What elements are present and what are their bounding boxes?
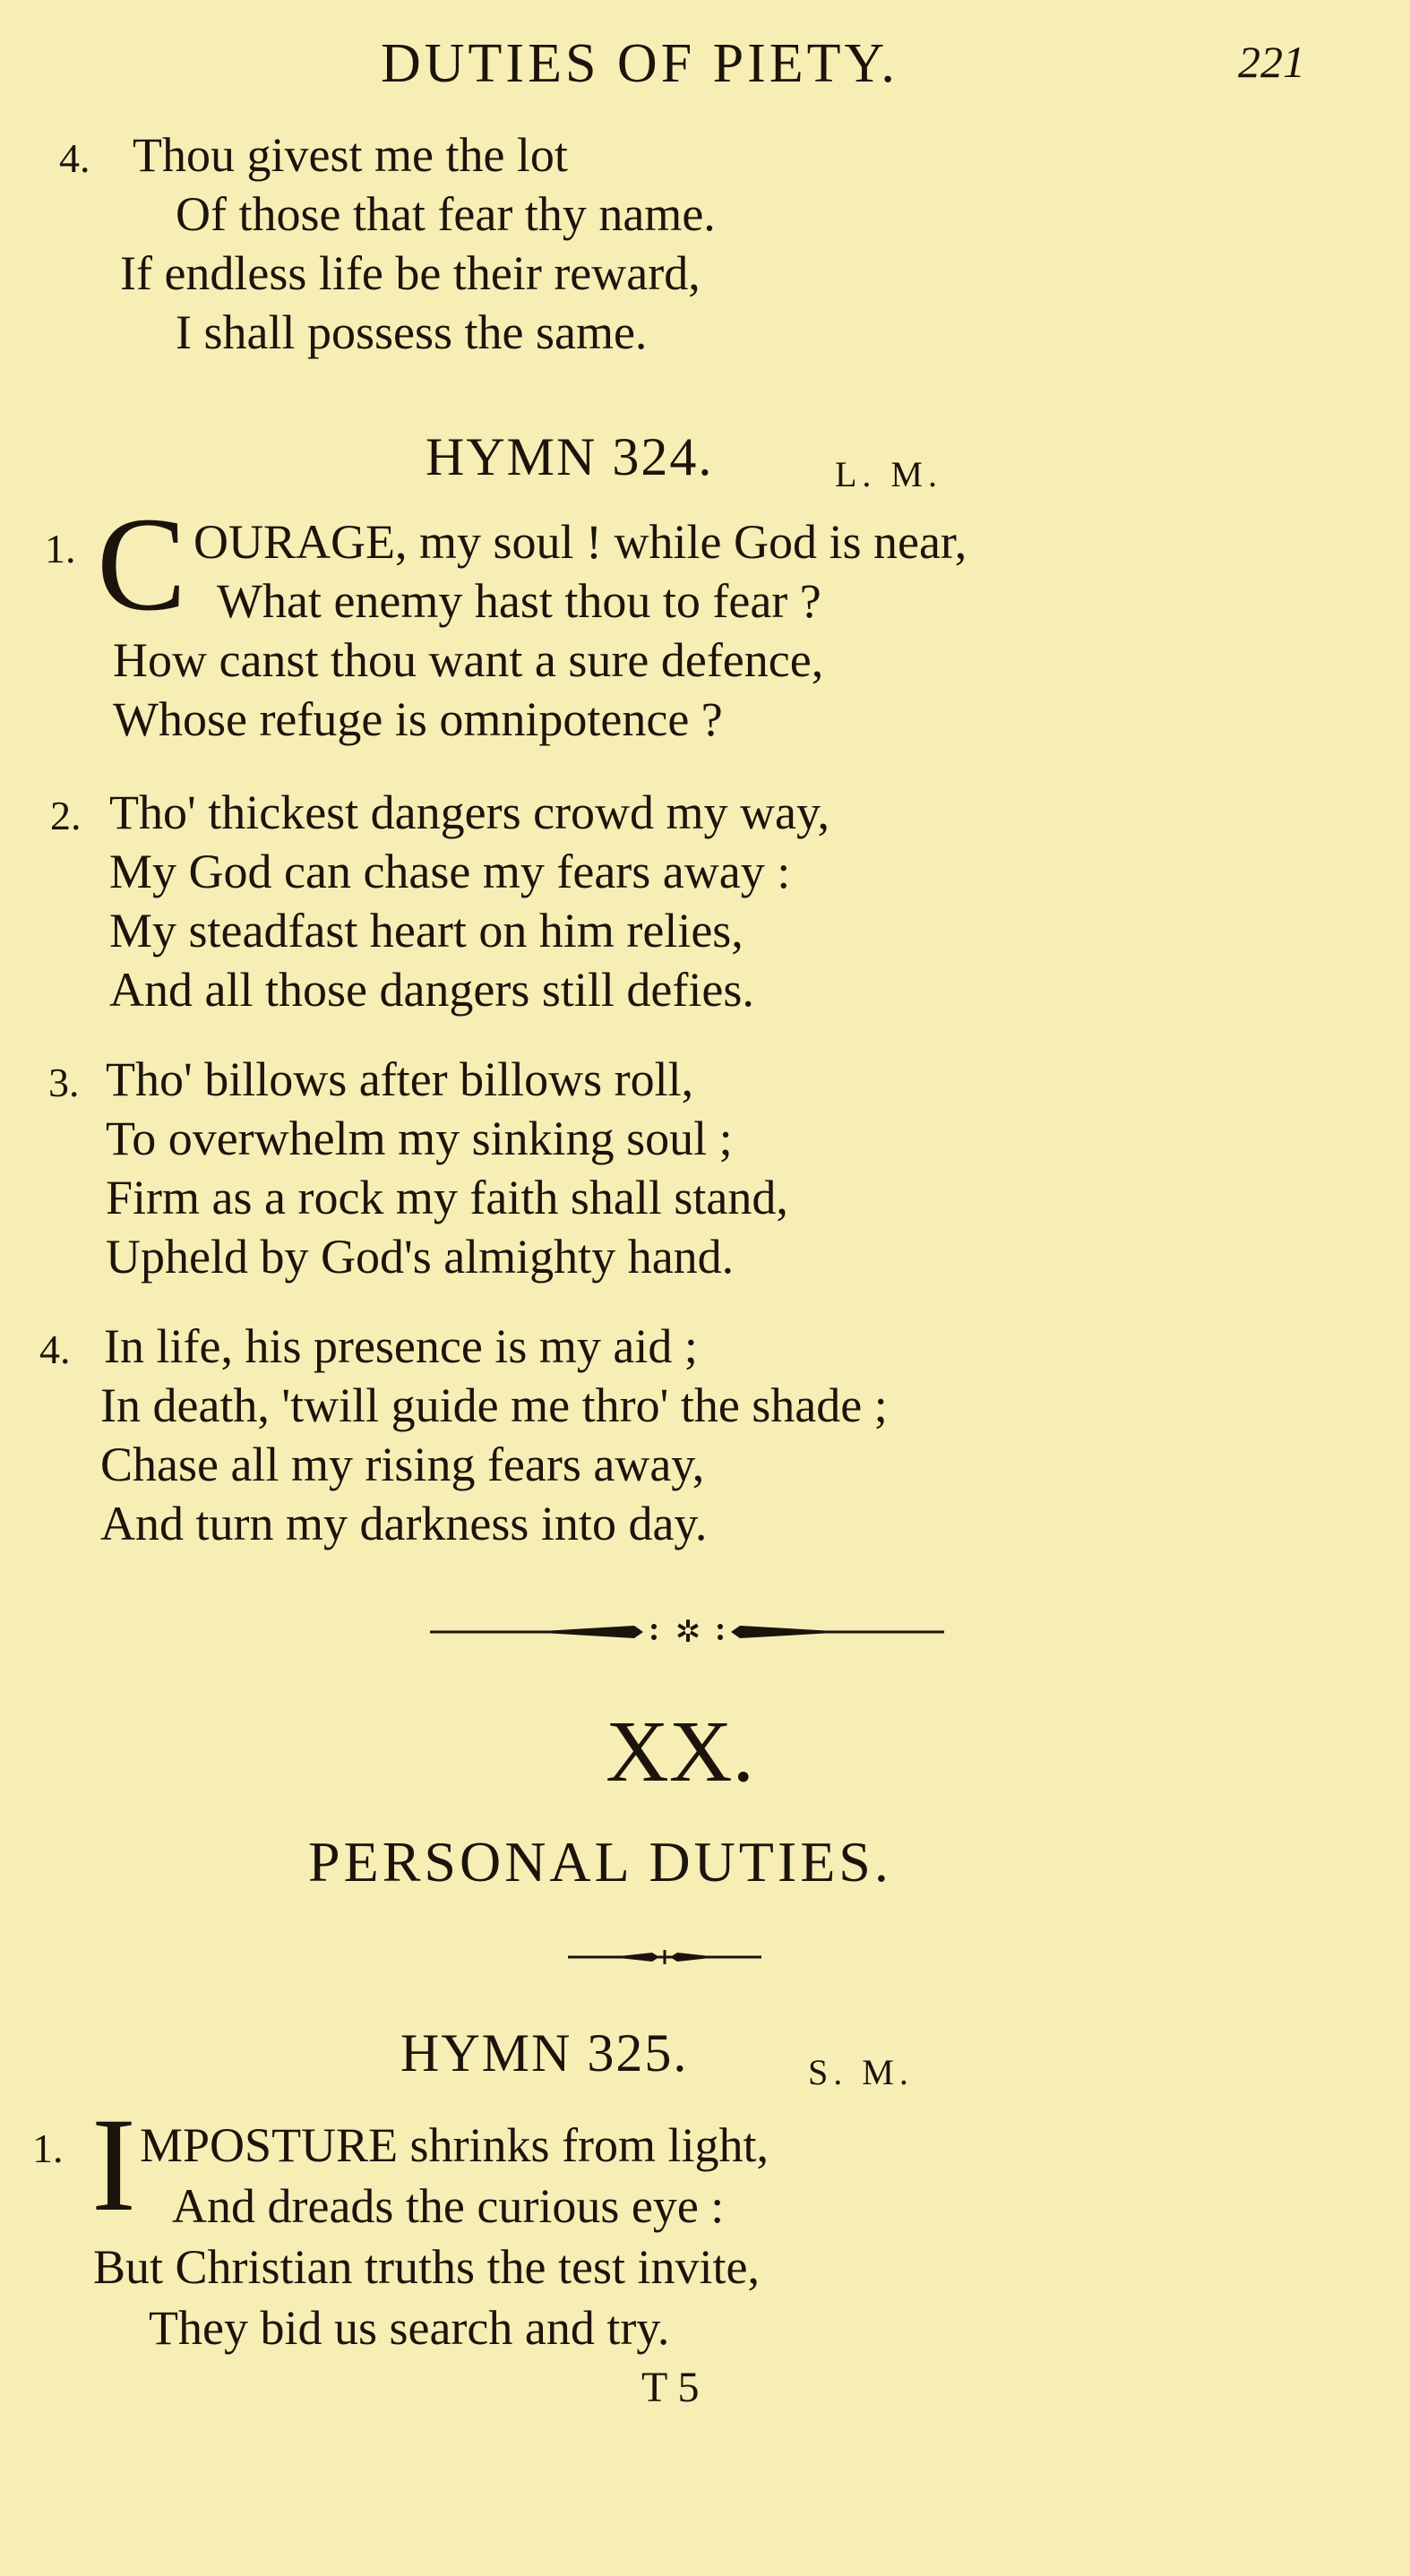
verse-line: Upheld by God's almighty hand. xyxy=(106,1230,735,1284)
stanza-number: 4. xyxy=(39,1327,71,1372)
verse-line: They bid us search and try. xyxy=(149,2301,670,2355)
verse-line: And turn my darkness into day. xyxy=(100,1497,708,1550)
verse-line: I shall possess the same. xyxy=(176,305,648,359)
drop-cap: I xyxy=(91,2091,136,2239)
verse-line: Whose refuge is omnipotence ? xyxy=(113,692,723,746)
running-header: DUTIES OF PIETY. xyxy=(381,33,898,94)
stanza-number: 3. xyxy=(48,1060,80,1105)
printer-signature: T 5 xyxy=(641,2364,700,2411)
verse-line: If endless life be their reward, xyxy=(120,246,701,300)
hymn-title: HYMN 325. xyxy=(400,2023,689,2082)
verse-line: My God can chase my fears away : xyxy=(109,845,791,898)
verse-line: Firm as a rock my faith shall stand, xyxy=(106,1171,788,1224)
verse-line: How canst thou want a sure defence, xyxy=(113,633,824,687)
ornament-rule-small-icon xyxy=(566,1945,763,1969)
verse-line: Chase all my rising fears away, xyxy=(100,1438,705,1491)
svg-text:✲: ✲ xyxy=(675,1614,701,1650)
verse-line: To overwhelm my sinking soul ; xyxy=(106,1112,733,1165)
page-number: 221 xyxy=(1238,37,1305,87)
stanza-number: 1. xyxy=(45,526,76,571)
verse-line: In death, 'twill guide me thro' the shade ; xyxy=(100,1378,888,1432)
verse-line: In life, his presence is my aid ; xyxy=(104,1319,698,1373)
hymn-meter: S. M. xyxy=(808,2052,914,2092)
verse-line: And all those dangers still defies. xyxy=(109,963,754,1017)
verse-line: And dreads the curious eye : xyxy=(172,2179,725,2233)
verse-line: Of those that fear thy name. xyxy=(176,187,716,241)
verse-line: Tho' billows after billows roll, xyxy=(106,1052,694,1106)
section-title: PERSONAL DUTIES. xyxy=(308,1830,892,1893)
drop-cap: C xyxy=(97,490,187,639)
verse-line: MPOSTURE shrinks from light, xyxy=(140,2118,769,2172)
stanza-number: 1. xyxy=(32,2125,64,2171)
verse-line: But Christian truths the test invite, xyxy=(93,2240,760,2294)
verse-line: My steadfast heart on him relies, xyxy=(109,904,744,957)
section-number: XX. xyxy=(606,1704,755,1800)
ornament-rule-icon xyxy=(428,1612,948,1652)
verse-line: OURAGE, my soul ! while God is near, xyxy=(193,515,967,569)
hymn-title: HYMN 324. xyxy=(426,427,714,486)
stanza-number: 4. xyxy=(59,135,90,181)
hymn-meter: L. M. xyxy=(835,454,942,494)
verse-line: Thou givest me the lot xyxy=(133,128,568,182)
stanza-number: 2. xyxy=(50,793,82,838)
verse-line: Tho' thickest dangers crowd my way, xyxy=(109,786,830,839)
verse-line: What enemy hast thou to fear ? xyxy=(217,574,821,628)
